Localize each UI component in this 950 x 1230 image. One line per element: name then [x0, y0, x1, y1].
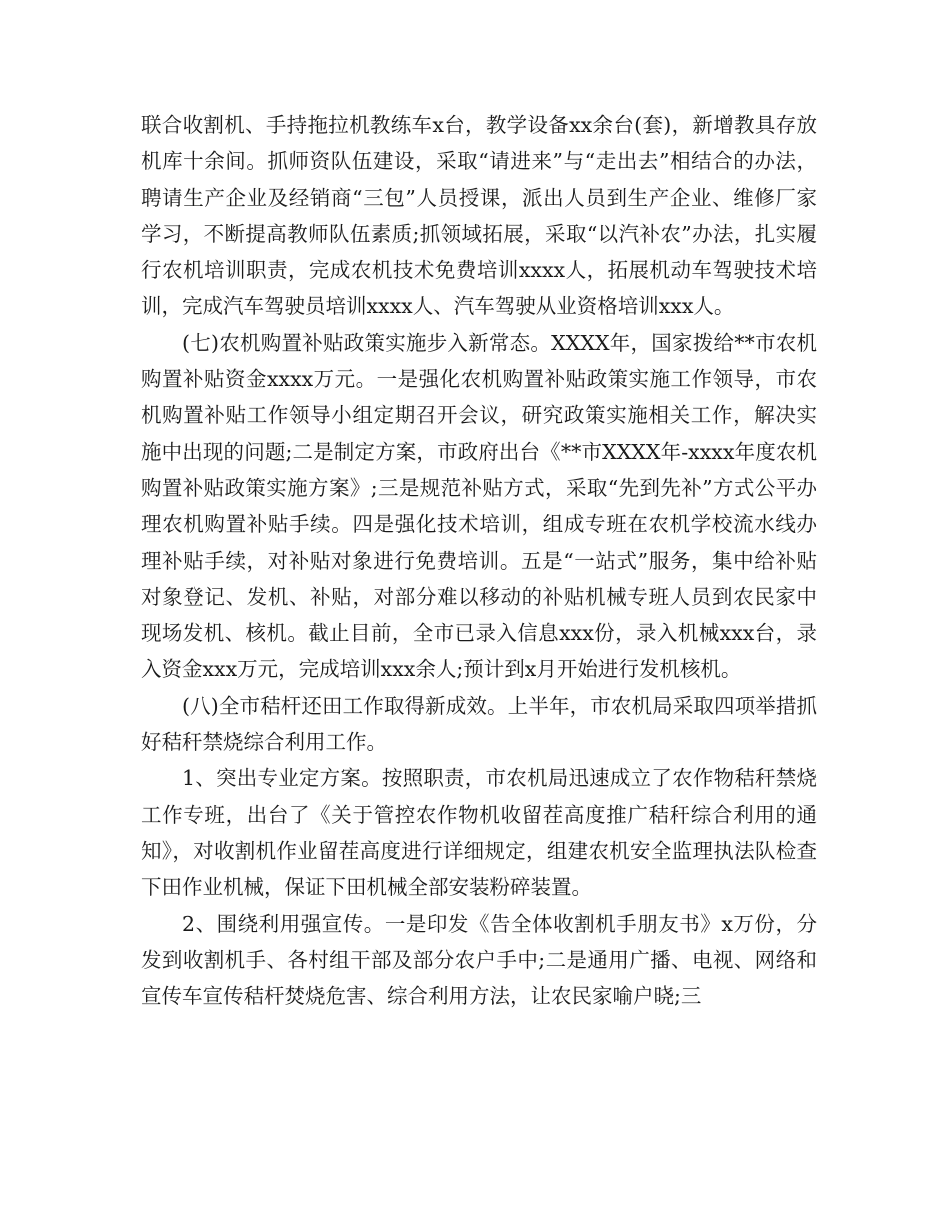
paragraph-plan-measure: 1、突出专业定方案。按照职责，市农机局迅速成立了农作物秸秆禁烧工作专班，出台了《关于管控农作物机收留茬高度推广秸秆综合利用的通知》，对收割机作业留茬高度进行详细规定，组建农机安全监理执法队检查下田作业机械，保证下田机械全部安装粉碎装置。	[141, 766, 817, 900]
document-body	[141, 107, 817, 1014]
paragraph-training-summary: 联合收割机、手持拖拉机教练车x台，教学设备xx余台(套)，新增教具存放机库十余间。抓师资队伍建设，采取“请进来”与“走出去”相结合的办法，聘请生产企业及经销商“三包”人员授课，派出人员到生产企业、维修厂家学习，不断提高教师队伍素质;抓领域拓展，采取“以汽补农”办法，扎实履行农机培训职责，完成农机技术免费培训xxxx人，拓展机动车驾驶技术培训，完成汽车驾驶员培训xxxx人、汽车驾驶从业资格培训xxx人。	[141, 113, 817, 319]
paragraph-publicity-measure: 2、围绕利用强宣传。一是印发《告全体收割机手朋友书》x万份，分发到收割机手、各村组干部及部分农户手中;二是通用广播、电视、网络和宣传车宣传秸杆焚烧危害、综合利用方法，让农民家喻户晓;三	[141, 911, 817, 1009]
paragraph-straw-return: (八)全市秸杆还田工作取得新成效。上半年，市农机局采取四项举措抓好秸秆禁烧综合利用工作。	[141, 693, 817, 755]
paragraph-subsidy-policy: (七)农机购置补贴政策实施步入新常态。XXXX年，国家拨给**市农机购置补贴资金xxxx万元。一是强化农机购置补贴政策实施工作领导，市农机购置补贴工作领导小组定期召开会议，研究政策实施相关工作，解决实施中出现的问题;二是制定方案，市政府出台《**市XXXX年-xxxx年度农机购置补贴政策实施方案》;三是规范补贴方式，采取“先到先补”方式公平办理农机购置补贴手续。四是强化技术培训，组成专班在农机学校流水线办理补贴手续，对补贴对象进行免费培训。五是“一站式”服务，集中给补贴对象登记、发机、补贴，对部分难以移动的补贴机械专班人员到农民家中现场发机、核机。截止目前，全市已录入信息xxx份，录入机械xxx台，录入资金xxx万元，完成培训xxx余人;预计到x月开始进行发机核机。	[141, 330, 817, 682]
